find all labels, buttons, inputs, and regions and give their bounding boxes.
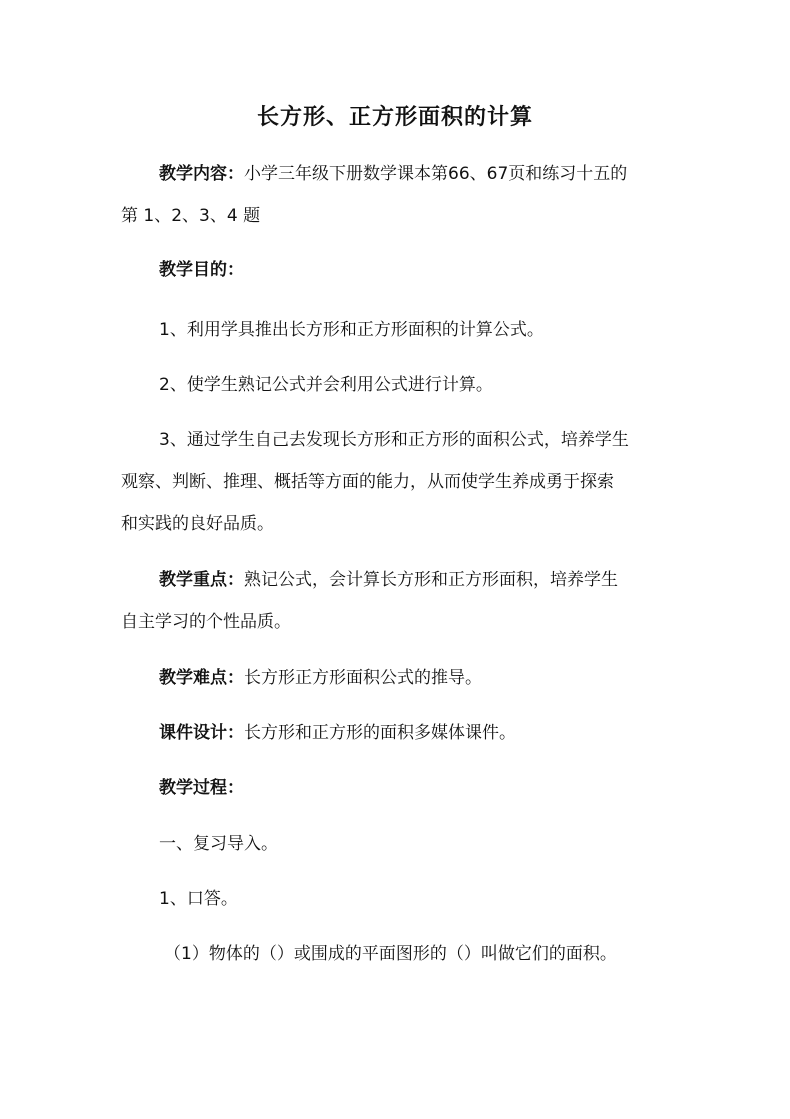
goal-item-3-line-1: 3、通过学生自己去发现长方形和正方形的面积公式，培养学生	[159, 430, 629, 450]
goal-item-3-line-2: 观察、判断、推理、概括等方面的能力，从而使学生养成勇于探索	[121, 472, 614, 492]
goal-item-3-line-3: 和实践的良好品质。	[121, 514, 274, 534]
teaching-content-line	[159, 162, 627, 186]
teaching-difficulty-text: 长方形正方形面积公式的推导。	[244, 668, 482, 688]
courseware-design-label: 课件设计：	[159, 723, 244, 743]
question-item-1: （1）物体的（）或围成的平面图形的（）叫做它们的面积。	[164, 944, 617, 964]
section-review-intro: 一、复习导入。	[159, 834, 278, 854]
teaching-difficulty-line	[159, 666, 482, 690]
teaching-content-label: 教学内容：	[159, 164, 244, 184]
teaching-content-text: 小学三年级下册数学课本第66、67页和练习十五的	[244, 164, 628, 184]
teaching-key-line	[159, 568, 618, 592]
teaching-key-text: 熟记公式，会计算长方形和正方形面积，培养学生	[244, 570, 618, 590]
teaching-process-label: 教学过程：	[159, 778, 244, 798]
courseware-design-line	[159, 721, 516, 745]
goal-item-2: 2、使学生熟记公式并会利用公式进行计算。	[159, 375, 493, 395]
document-title: 长方形、正方形面积的计算	[256, 105, 533, 130]
teaching-difficulty-label: 教学难点：	[159, 668, 244, 688]
teaching-content-continuation: 第 1、2、3、4 题	[121, 206, 261, 226]
courseware-design-text: 长方形和正方形的面积多媒体课件。	[244, 723, 516, 743]
teaching-key-label: 教学重点：	[159, 570, 244, 590]
oral-answer-item: 1、口答。	[159, 889, 238, 909]
teaching-goals-label: 教学目的：	[159, 260, 244, 280]
goal-item-1: 1、利用学具推出长方形和正方形面积的计算公式。	[159, 320, 544, 340]
teaching-key-continuation: 自主学习的个性品质。	[121, 612, 291, 632]
